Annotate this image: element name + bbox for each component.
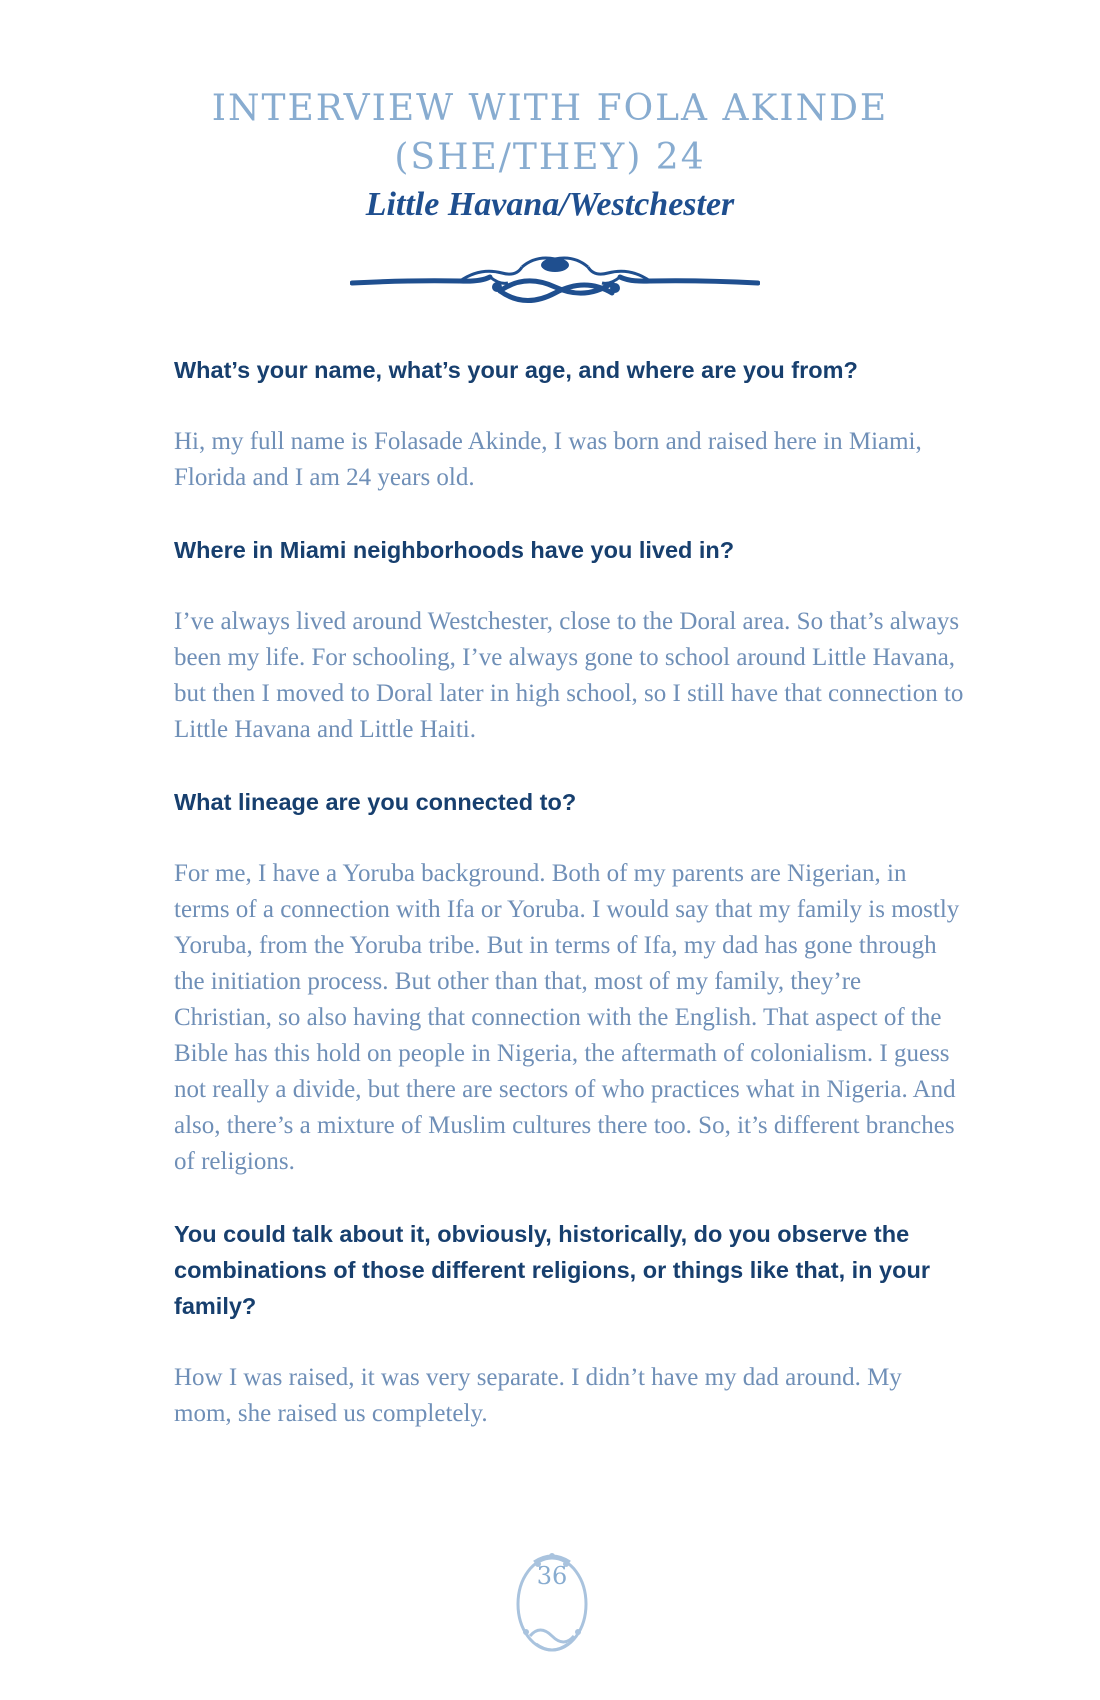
answer-3: For me, I have a Yoruba background. Both of my parents are Nigerian, in terms of a connection with Ifa or Yoruba. I would say that my family is mostly Yoruba, from the Yoruba tribe. But in terms of Ifa, my dad has gone through the initiation process. But other than that, most of my family, they’re Christian, so also having that connection with the English. That aspect of the Bible has this hold on people in Nigeria, the aftermath of colonialism. I guess not really a divide, but there are sectors of who practices what in Nigeria. And also, there’s a mixture of Muslim cultures there too. So, it’s different branches of religions. [174,860,960,1175]
question-1: What’s your name, what’s your age, and where are you from? [174,357,858,383]
question-3: What lineage are you connected to? [174,789,577,815]
interview-title-line1: INTERVIEW WITH FOLA AKINDE [211,88,889,129]
page-number: 36 [536,1562,568,1590]
answer-2: I’ve always lived around Westchester, close to the Doral area. So that’s always been my life. For schooling, I’ve always gone to school around Little Havana, but then I moved to Doral later in high school, so I still have that connection to Little Havana and Little Haiti. [174,608,964,743]
answer-1: Hi, my full name is Folasade Akinde, I was born and raised here in Miami, Florida and I am 24 years old. [174,428,922,491]
decorative-flourish-icon [350,253,760,313]
answer-4: How I was raised, it was very separate. I didn’t have my dad around. My mom, she raised us completely. [174,1364,902,1427]
interview-body [174,352,964,1468]
question-2: Where in Miami neighborhoods have you lived in? [174,537,735,563]
interview-title-line2: (SHE/THEY) 24 [394,137,706,178]
neighborhood-subtitle: Little Havana/Westchester [365,186,735,223]
question-4: You could talk about it, obviously, historically, do you observe the combinations of those different religions, or things like that, in your family? [174,1221,930,1319]
